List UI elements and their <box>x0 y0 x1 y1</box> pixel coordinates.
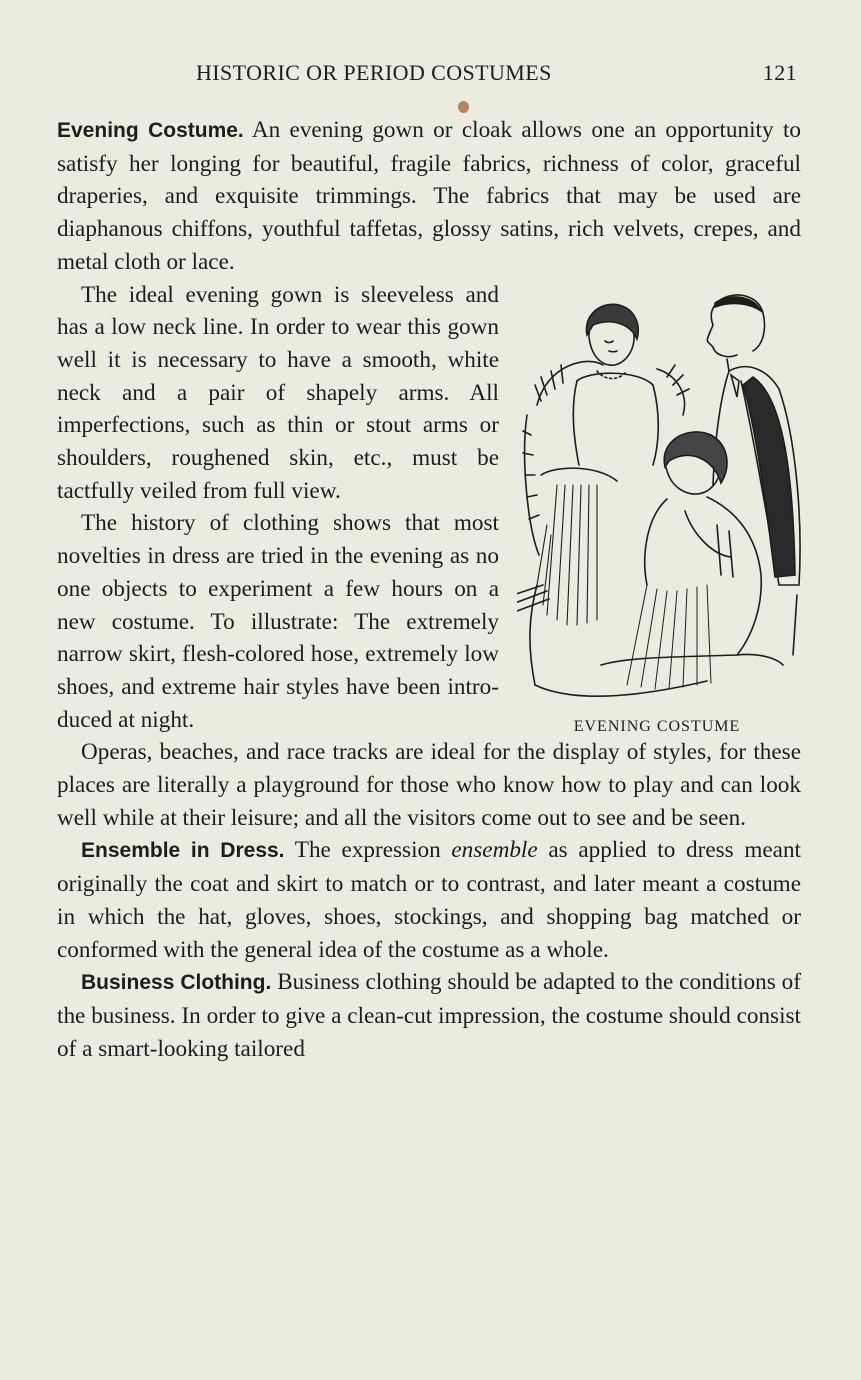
ink-stain <box>458 101 469 113</box>
section-heading-evening-costume: Evening Costume. <box>57 119 244 142</box>
running-head <box>57 58 801 92</box>
section-heading-ensemble: Ensemble in Dress. <box>81 839 285 863</box>
evening-costume-illustration <box>517 285 803 715</box>
paragraph-text-before: The expression <box>284 837 452 864</box>
italic-term: ensemble <box>451 837 538 864</box>
paragraph-history-of-clothing: The history of clothing shows that most novelties in dress are tried in the evening as no one objects to experiment a few hours on a new costume. To illustrate: The extremely narrow skirt, flesh-colored hose, extremely low shoes, and extreme hair styles have been introduced at night. <box>57 510 499 733</box>
figure-evening-costume <box>517 279 803 735</box>
paragraph-operas-beaches: Operas, beaches, and race tracks are ideal for the display of styles, for these places are literally a playground for those who know how to play and can look well while at their leisure; and all the visitors come out to see and be seen. <box>57 739 801 831</box>
paragraph-text: An evening gown or cloak allows one an opportunity to satisfy her longing for beautiful, fragile fabrics, richness of color, graceful draperies, and exquisite trimmings. The fabrics that may be used are diaphanous chiffons, youthful taffetas, glossy satins, rich velvets, crepes, and metal cloth or lace. <box>57 117 801 275</box>
paragraph-business-clothing <box>57 966 801 1065</box>
body-text <box>57 114 801 1065</box>
paragraph-text: Business clothing should be adapted to the conditions of the business. In order to give a clean-cut impression, the costume should consist of a smart-looking tailored <box>57 969 801 1062</box>
paragraph-ensemble <box>57 834 801 966</box>
book-page <box>57 58 801 92</box>
figure-caption: EVENING COSTUME <box>573 717 741 735</box>
paragraph-evening-costume <box>57 114 801 279</box>
page-number: 121 <box>762 60 797 85</box>
paragraph-ideal-evening-gown: The ideal evening gown is sleeveless and has a low neck line. In order to wear this gown well it is necessary to have a smooth, white neck and a pair of shapely arms. All imperfections, such as thin or stout arms or shoulders, roughened skin, etc., must be tactfully veiled from full view. <box>57 281 499 504</box>
running-head-title: HISTORIC OR PERIOD COSTUMES <box>196 60 552 85</box>
section-heading-business-clothing: Business Clothing. <box>81 971 272 995</box>
paragraph-text: as applied to dress meant originally the coat and skirt to match or to contrast, and later meant a costume in which the hat, gloves, shoes, stockings, and shopping bag matched or conformed with the general idea of the costume as a whole. <box>57 837 801 963</box>
